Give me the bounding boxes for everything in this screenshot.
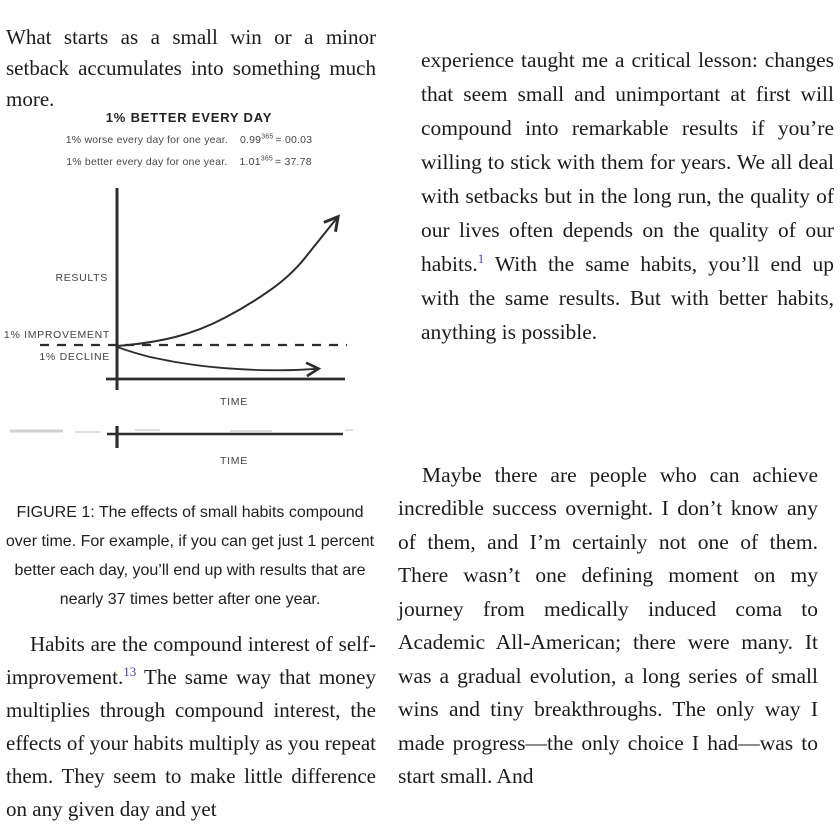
- y-axis-label: RESULTS: [55, 272, 108, 284]
- paragraph-intro: What starts as a small win or a minor setback accumulates into something much more.: [6, 25, 376, 111]
- chart-title: 1% BETTER EVERY DAY: [105, 110, 273, 125]
- compound-curves-chart: [20, 186, 370, 414]
- equation-better-formula: $1.01^{365} = 37.78$: [239, 155, 312, 168]
- paragraph-habits: [6, 628, 376, 826]
- equation-worse-formula: $0.99^{365} = 00.03$: [239, 133, 313, 146]
- habits-text-pre: Habits are the compound interest of self-improvement.: [6, 632, 376, 689]
- equation-worse-label: 1% worse every day for one year.: [65, 134, 228, 146]
- equation-worse: [0, 134, 378, 146]
- decline-label: 1% DECLINE: [39, 351, 110, 363]
- equation-better-label: 1% better every day for one year.: [66, 156, 228, 168]
- footnote-link-13[interactable]: 13: [123, 664, 137, 679]
- habits-text-post: The same way that money multiplies through compound interest, the effects of your habits multiply as you repeat them. They seem to make little difference on any given day and yet: [6, 665, 376, 821]
- figure-caption: FIGURE 1: The effects of small habits compound over time. For example, if you can get just 1 percent better each day, you’ll end up with results that are nearly 37 times better after one year.: [5, 504, 375, 608]
- paragraph-right-2: Maybe there are people who can achieve incredible success overnight. I don’t know any of them, and I’m certainly not one of them. There wasn’t one defining moment on my journey from medically induced coma to Academic All-American; there were many. It was a gradual evolution, a long series of small wins and tiny breakthroughs. The only way I made progress—the only choice I had—was to start small. And: [398, 462, 818, 788]
- partial-chart-x-axis-label: TIME: [220, 455, 248, 467]
- equation-better: [0, 156, 378, 168]
- paragraph-right-1: [421, 43, 834, 349]
- right1-text-post: With the same habits, you’ll end up with the same results. But with better habits, anything is possible.: [421, 251, 834, 344]
- right1-text-pre: experience taught me a critical lesson: changes that seem small and unimportant at first will compound into remarkable results if you’re willing to stick with them for years. We all deal with setbacks but in the long run, the quality of our lives often depends on the quality of our habits.: [421, 47, 834, 276]
- x-axis-label: TIME: [220, 396, 248, 408]
- footnote-link-1[interactable]: 1: [477, 250, 485, 266]
- figure-1: [0, 100, 396, 472]
- improvement-label: 1% IMPROVEMENT: [3, 329, 110, 341]
